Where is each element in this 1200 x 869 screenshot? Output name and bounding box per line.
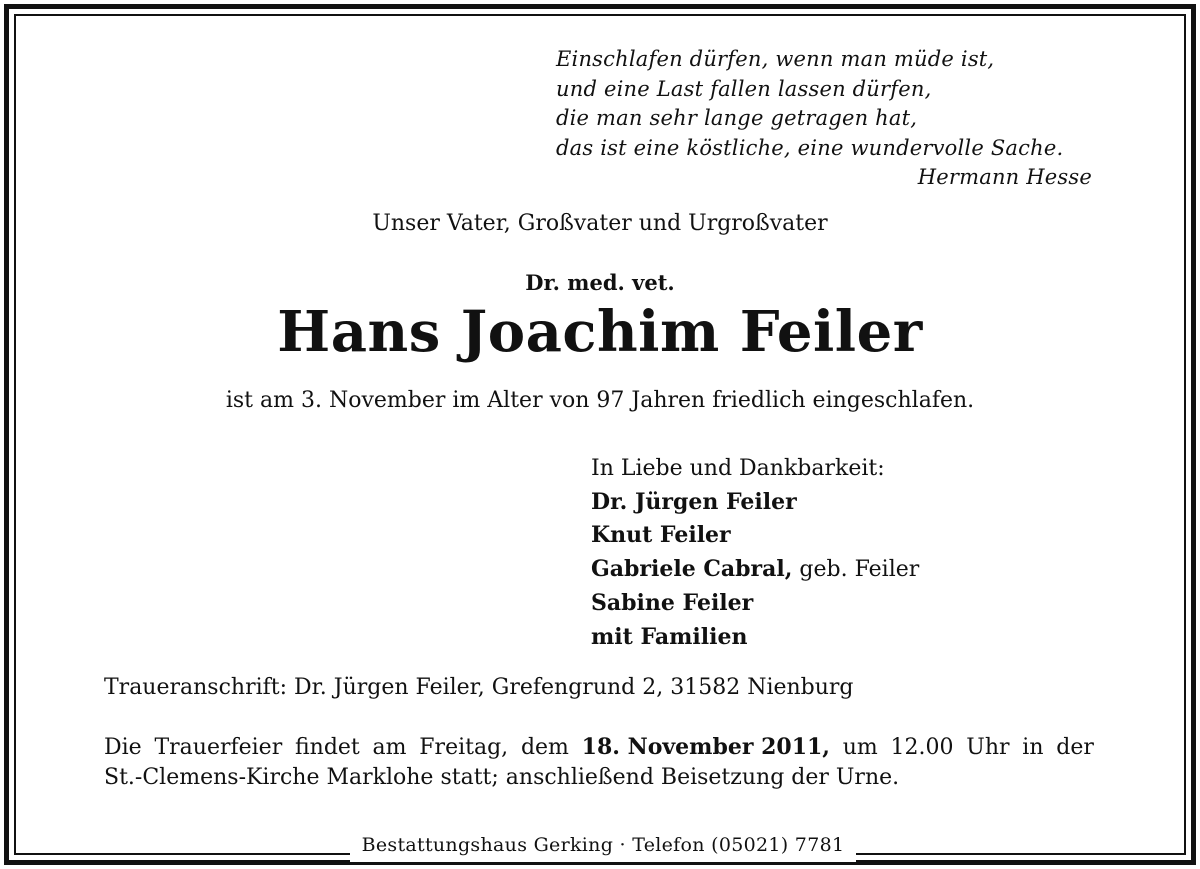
poem-line: die man sehr lange getragen hat, bbox=[556, 106, 918, 130]
ceremony-word: dem bbox=[520, 735, 569, 760]
ceremony-word: der bbox=[1056, 735, 1094, 760]
mourner-name: Sabine Feiler bbox=[591, 589, 754, 616]
mourner-row bbox=[591, 553, 919, 587]
poem-line: und eine Last fallen lassen dürfen, bbox=[556, 76, 932, 101]
ceremony-word: in bbox=[1022, 735, 1044, 760]
mourner-name: Gabriele Cabral, bbox=[591, 556, 793, 583]
ceremony-word: um bbox=[842, 735, 878, 760]
mourners-heading: In Liebe und Dankbarkeit: bbox=[591, 456, 885, 481]
ceremony-line-1 bbox=[104, 733, 1094, 763]
ceremony-word: Trauerfeier bbox=[154, 735, 283, 760]
poem-quote bbox=[556, 45, 1092, 193]
death-notice: ist am 3. November im Alter von 97 Jahren friedlich eingeschlafen. bbox=[225, 388, 975, 413]
mourner-name: Knut Feiler bbox=[591, 522, 731, 549]
ceremony-word: am bbox=[372, 735, 407, 760]
ceremony-word: Die bbox=[104, 735, 142, 760]
ceremony-line-2: St.-Clemens-Kirche Marklohe statt; anschließend Beisetzung der Urne. bbox=[104, 764, 900, 790]
ceremony-word: Freitag, bbox=[419, 735, 509, 760]
deceased-title: Dr. med. vet. bbox=[525, 270, 675, 295]
mourner-name: Dr. Jürgen Feiler bbox=[591, 488, 797, 515]
mourner-name: mit Familien bbox=[591, 623, 748, 650]
ceremony-word: findet bbox=[294, 735, 360, 760]
mourners-block bbox=[591, 452, 919, 654]
poem-line: Einschlafen dürfen, wenn man müde ist, bbox=[556, 47, 995, 71]
deceased-name: Hans Joachim Feiler bbox=[277, 299, 923, 365]
mourning-address: Traueranschrift: Dr. Jürgen Feiler, Grefengrund 2, 31582 Nienburg bbox=[104, 675, 854, 700]
ceremony-date: 18. November 2011, bbox=[581, 734, 830, 760]
ceremony-notice bbox=[104, 733, 1094, 792]
ceremony-word: 12.00 bbox=[890, 735, 954, 760]
ceremony-word: Uhr bbox=[966, 735, 1010, 760]
mourner-maiden-name: geb. Feiler bbox=[792, 557, 920, 583]
funeral-home-footer: Bestattungshaus Gerking · Telefon (05021) 7781 bbox=[350, 830, 856, 862]
intro-relation: Unser Vater, Großvater und Urgroßvater bbox=[372, 211, 828, 236]
poem-line: das ist eine köstliche, eine wundervolle Sache. bbox=[556, 135, 1064, 160]
poem-author: Hermann Hesse bbox=[917, 165, 1092, 189]
